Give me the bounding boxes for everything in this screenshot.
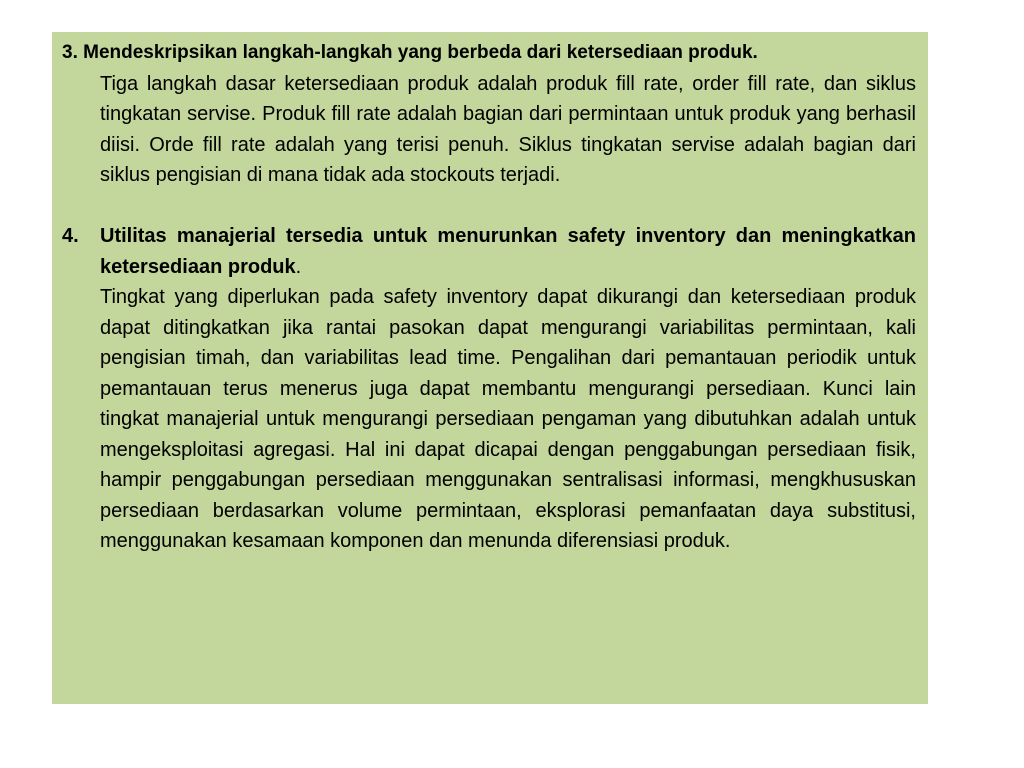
section-4-number: 4. [62,225,79,247]
section-3-heading: 3. Mendeskripsikan langkah-langkah yang berbeda dari ketersediaan produk. [62,42,758,63]
section-4-heading-period: . [295,255,302,278]
section-4-heading-text-wrap [100,221,916,282]
section-3-body: Tiga langkah dasar ketersediaan produk adalah produk fill rate, order fill rate, dan siklus tingkatan servise. Produk fill rate adalah bagian dari permintaan untuk produk yang berhasil diisi. Orde fill rate adalah yang terisi penuh. Siklus tingkatan servise adalah bagian dari siklus pengisian di mana tidak ada stockouts terjadi. [100,72,916,186]
section-4-body: Tingkat yang diperlukan pada safety inventory dapat dikurangi dan ketersediaan produk dapat ditingkatkan jika rantai pasokan dapat mengurangi variabilitas permintaan, kali pengisian timah, dan variabilitas lead time. Pengalihan dari pemantauan periodik untuk pemantauan terus menerus juga dapat membantu mengurangi persediaan. Kunci lain tingkat manajerial untuk mengurangi persediaan pengaman yang dibutuhkan adalah untuk mengeksploitasi agregasi. Hal ini dapat dicapai dengan penggabungan persediaan fisik, hampir penggabungan persediaan menggunakan sentralisasi informasi, mengkhususkan persediaan berdasarkan volume permintaan, eksplorasi pemanfaatan daya substitusi, menggunakan kesamaan komponen dan menunda diferensiasi produk. [100,286,916,552]
section-spacer [62,191,916,222]
content-box [52,32,928,704]
section-4-heading [62,221,916,282]
section-4-heading-text: Utilitas manajerial tersedia untuk menurunkan safety inventory dan meningkatkan ketersediaan produk [100,225,916,278]
